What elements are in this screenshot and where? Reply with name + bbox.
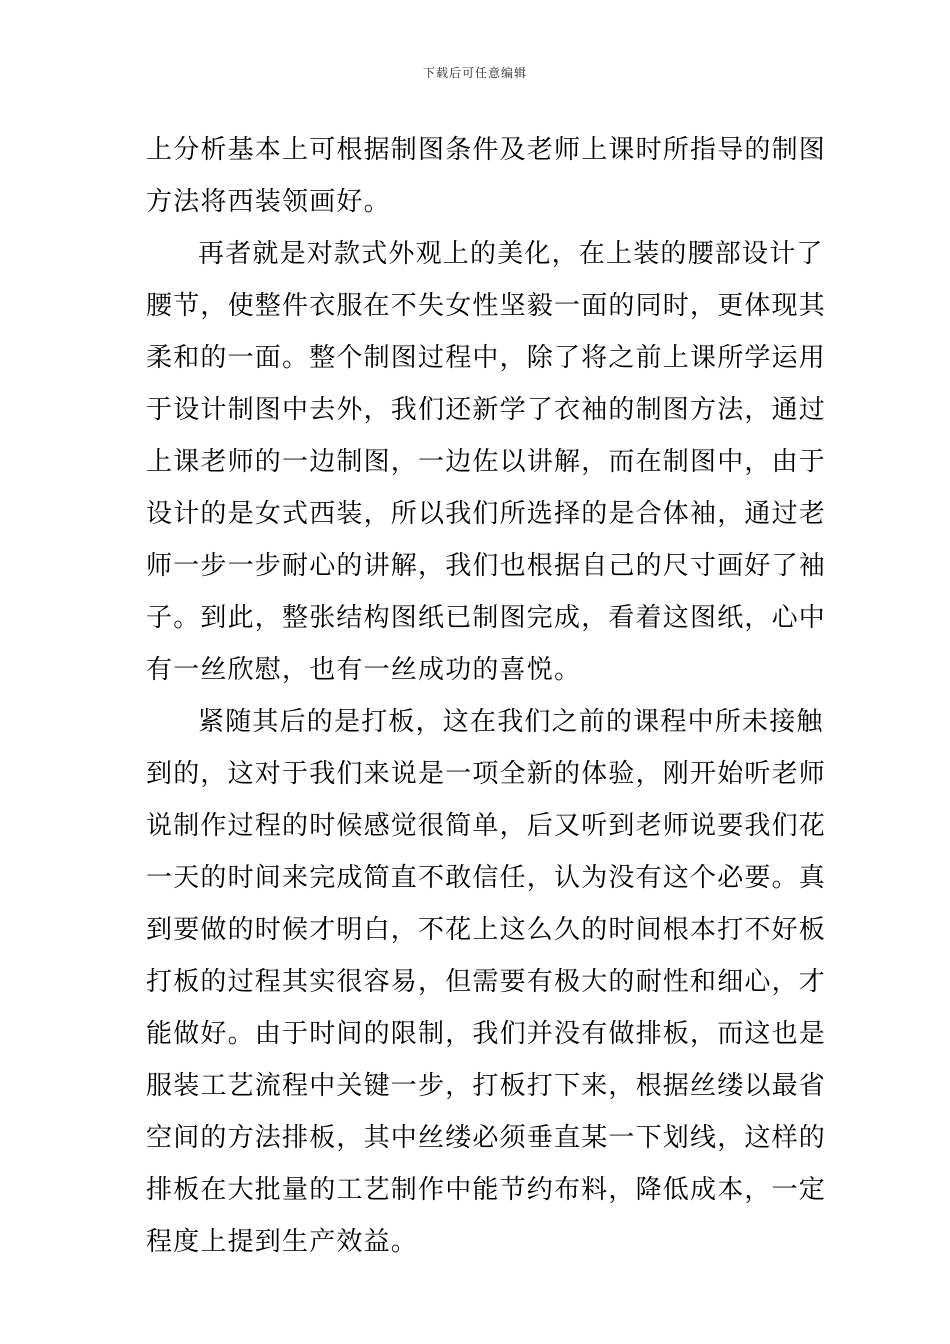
page-header: 下载后可任意编辑 <box>422 66 527 80</box>
paragraph-first-line: 再者就是对款式外观上的美化，在上装的腰部设计了 <box>198 239 824 269</box>
text-line: 于设计制图中去外，我们还新学了衣袖的制图方法，通过 <box>146 395 827 425</box>
text-line: 一天的时间来完成简直不敢信任，认为没有这个必要。真 <box>146 863 827 893</box>
paragraph-first-line: 紧随其后的是打板，这在我们之前的课程中所未接触 <box>198 707 824 737</box>
text-line: 服装工艺流程中关键一步，打板打下来，根据丝缕以最省 <box>146 1071 827 1101</box>
text-line: 设计的是女式西装，所以我们所选择的是合体袖，通过老 <box>146 499 827 529</box>
document-body <box>146 124 827 1268</box>
text-line: 空间的方法排板，其中丝缕必须垂直某一下划线，这样的 <box>146 1123 827 1153</box>
text-line: 到的，这对于我们来说是一项全新的体验，刚开始听老师 <box>146 759 827 789</box>
text-line: 打板的过程其实很容易，但需要有极大的耐性和细心，才 <box>146 967 827 997</box>
text-line: 排板在大批量的工艺制作中能节约布料，降低成本，一定 <box>146 1175 827 1205</box>
text-line: 有一丝欣慰，也有一丝成功的喜悦。 <box>146 655 582 685</box>
text-line: 上课老师的一边制图，一边佐以讲解，而在制图中，由于 <box>146 447 827 477</box>
text-line: 上分析基本上可根据制图条件及老师上课时所指导的制图 <box>146 135 827 165</box>
text-line: 说制作过程的时候感觉很简单，后又听到老师说要我们花 <box>146 811 827 841</box>
text-line: 能做好。由于时间的限制，我们并没有做排板，而这也是 <box>146 1019 827 1049</box>
text-line: 到要做的时候才明白，不花上这么久的时间根本打不好板 <box>146 915 827 945</box>
text-line: 师一步一步耐心的讲解，我们也根据自己的尺寸画好了袖 <box>146 551 827 581</box>
text-line: 方法将西装领画好。 <box>146 187 391 217</box>
text-line: 柔和的一面。整个制图过程中，除了将之前上课所学运用 <box>146 343 827 373</box>
text-line: 子。到此，整张结构图纸已制图完成，看着这图纸，心中 <box>146 603 827 633</box>
text-line: 程度上提到生产效益。 <box>146 1227 419 1257</box>
text-line: 腰节，使整件衣服在不失女性坚毅一面的同时，更体现其 <box>146 291 827 321</box>
